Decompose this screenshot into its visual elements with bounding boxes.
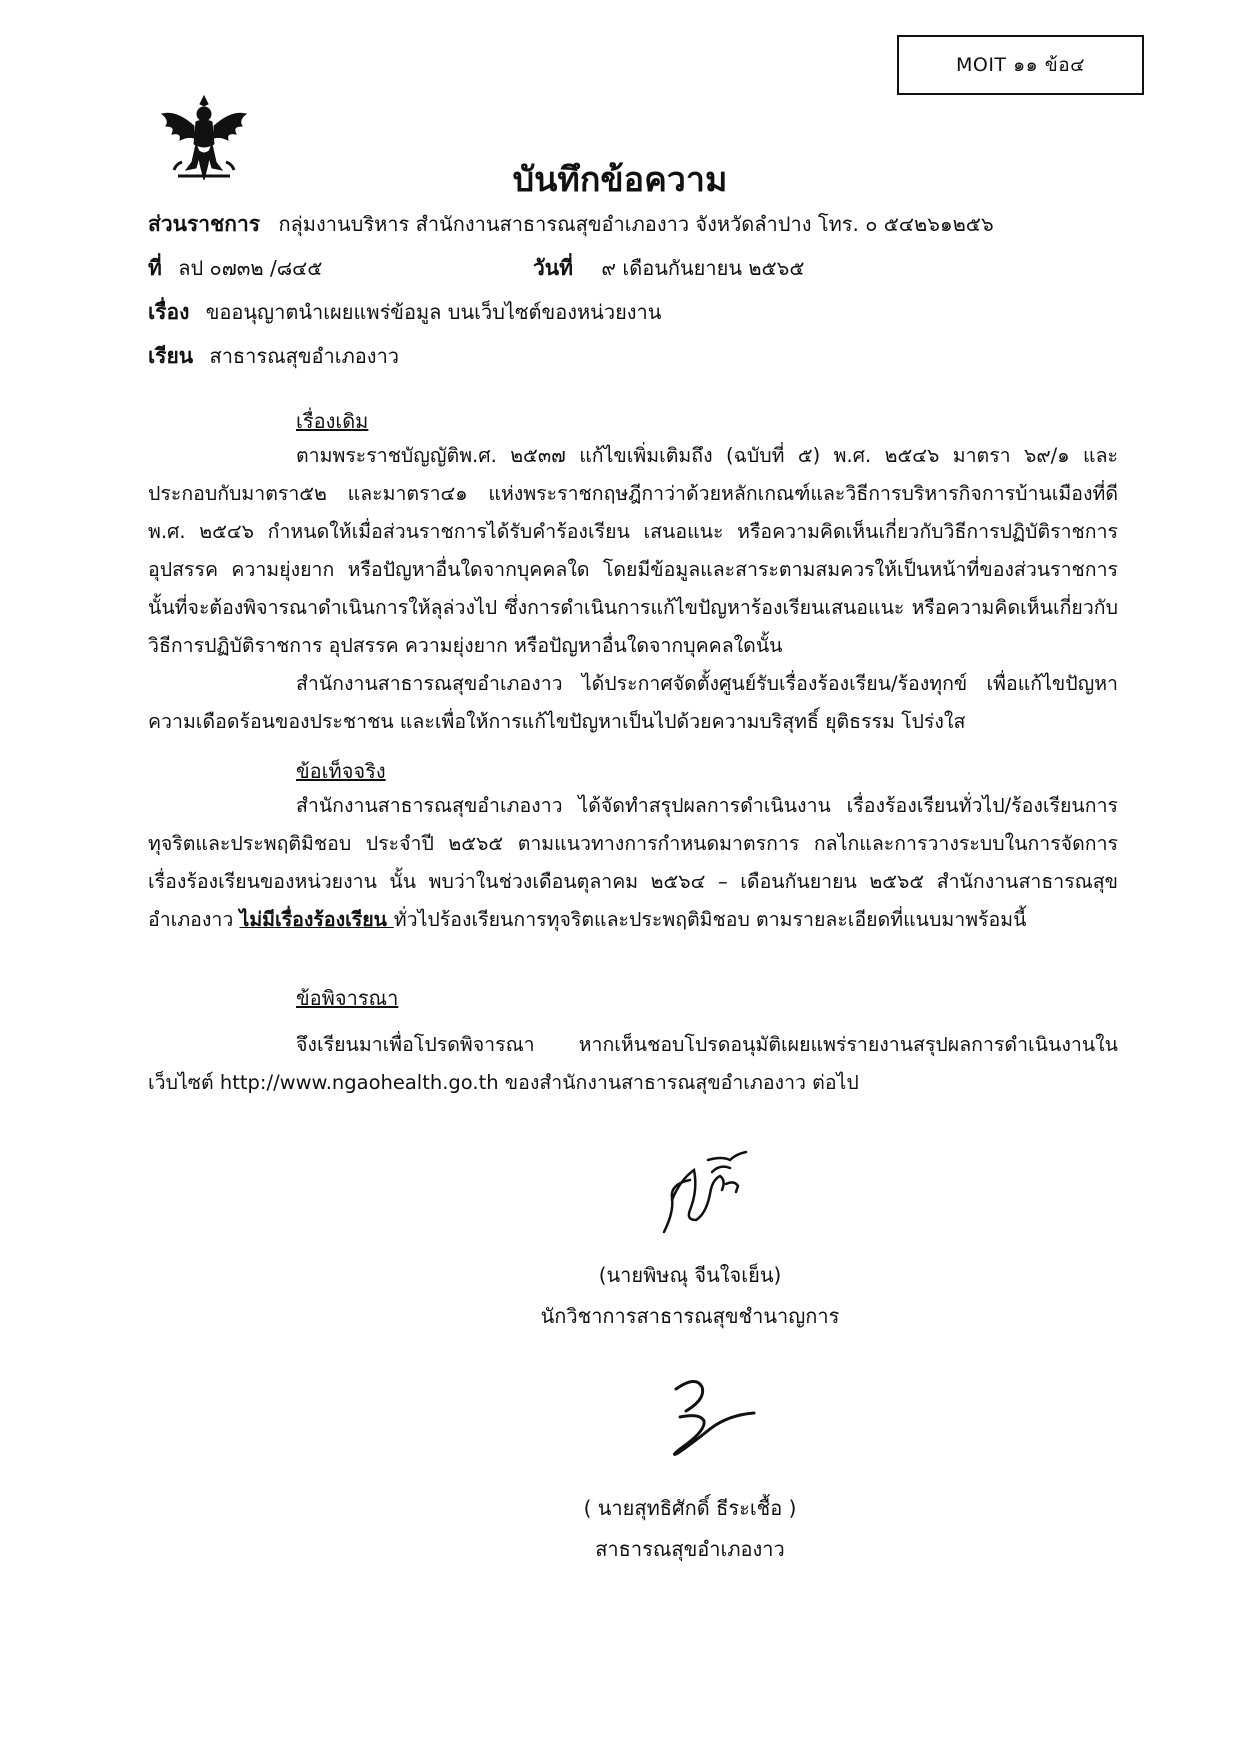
facts-text-start: สำนักงานสาธารณสุขอำเภองาว ได้จัดทำสรุปผลการดำเนินงาน เรื่องร้องเรียนทั่วไป/ร้องเรียนการทุจริตและประพฤติมิชอบ ประจำปี ๒๕๖๕ ตามแนวทางการกำหนดมาตรการ กลไกและการวางระบบในการจัดการเรื่องร้องเรียนของหน่วยงาน นั้น พบว่าในช่วงเดือนตุลาคม ๒๕๖๔ – เดือนกันยายน ๒๕๖๕ สำนักงานสาธารณสุขอำเภองาว [148, 794, 1118, 931]
signature-1-image [650, 1150, 760, 1240]
reference-number-label: ที่ [148, 256, 162, 280]
background-paragraph-1: ตามพระราชบัญญัติพ.ศ. ๒๕๓๗ แก้ไขเพิ่มเติมถึง (ฉบับที่ ๕) พ.ศ. ๒๕๔๖ มาตรา ๖๙/๑ และประกอบกับมาตรา๕๒ และมาตรา๔๑ แห่งพระราชกฤษฎีกาว่าด้วยหลักเกณฑ์และวิธีการบริหารกิจการบ้านเมืองที่ดี พ.ศ. ๒๕๔๖ กำหนดให้เมื่อส่วนราชการได้รับคำร้องเรียน เสนอแนะ หรือความคิดเห็นเกี่ยวกับวิธีการปฏิบัติราชการ อุปสรรค ความยุ่งยาก หรือปัญหาอื่นใดจากบุคคลใด โดยมีข้อมูลและสาระตามสมควรให้เป็นหน้าที่ของส่วนราชการนั้นที่จะต้องพิจารณาดำเนินการให้ลุล่วงไป ซึ่งการดำเนินการแก้ไขปัญหาร้องเรียนเสนอแนะ หรือความคิดเห็นเกี่ยวกับวิธีการปฏิบัติราชการ อุปสรรค ความยุ่งยาก หรือปัญหาอื่นใดจากบุคคลใดนั้น [148, 444, 1118, 657]
document-code-box [897, 35, 1144, 95]
subject-label: เรื่อง [148, 300, 190, 324]
facts-text-end: ทั่วไปร้องเรียนการทุจริตและประพฤติมิชอบ ตามรายละเอียดที่แนบมาพร้อมนี้ [393, 908, 1027, 931]
subject-row [148, 297, 661, 327]
facts-heading: ข้อเท็จจริง [296, 759, 386, 783]
addressee-label: เรียน [148, 344, 194, 368]
consideration-heading: ข้อพิจารณา [296, 986, 399, 1010]
background-heading: เรื่องเดิม [296, 409, 369, 433]
signer-2-name: ( นายสุทธิศักดิ์ ธีระเชื้อ ) [583, 1496, 797, 1520]
department-row [148, 209, 994, 239]
consideration-paragraph: จึงเรียนมาเพื่อโปรดพิจารณา หากเห็นชอบโปรดอนุมัติเผยแพร่รายงานสรุปผลการดำเนินงานในเว็บไซต์ http://www.ngaohealth.go.th ของสำนักงานสาธารณสุขอำเภองาว ต่อไป [148, 1033, 1118, 1094]
facts-paragraph [148, 787, 1118, 939]
addressee-row [148, 341, 399, 371]
document-title: บันทึกข้อความ [512, 160, 728, 200]
department-value: กลุ่มงานบริหาร สำนักงานสาธารณสุขอำเภองาว จังหวัดลำปาง โทร. ๐ ๕๔๒๖๑๒๕๖ [278, 212, 994, 236]
document-code: MOIT ๑๑ ข้อ๔ [955, 54, 1086, 76]
subject-value: ขออนุญาตนำเผยแพร่ข้อมูล บนเว็บไซต์ของหน่วยงาน [205, 300, 662, 324]
signer-2-position: สาธารณสุขอำเภองาว [595, 1537, 785, 1561]
no-complaints-emphasis: ไม่มีเรื่องร้องเรียน [239, 908, 394, 931]
addressee-value: สาธารณสุขอำเภองาว [209, 344, 400, 368]
reference-number-value: ลป ๐๗๓๒ /๘๔๕ [178, 256, 323, 280]
reference-row [148, 253, 322, 283]
date-label: วันที่ [533, 256, 573, 280]
date-row [533, 253, 805, 283]
department-label: ส่วนราชการ [148, 212, 261, 236]
signer-1-name: (นายพิษณุ จีนใจเย็น) [598, 1263, 782, 1287]
signature-2-image [650, 1365, 770, 1465]
signer-1-position: นักวิชาการสาธารณสุขชำนาญการ [540, 1304, 840, 1328]
date-value: ๙ เดือนกันยายน ๒๕๖๕ [601, 256, 805, 280]
background-paragraph-2: สำนักงานสาธารณสุขอำเภองาว ได้ประกาศจัดตั้งศูนย์รับเรื่องร้องเรียน/ร้องทุกข์ เพื่อแก้ไขปัญหาความเดือดร้อนของประชาชน และเพื่อให้การแก้ไขปัญหาเป็นไปด้วยความบริสุทธิ์ ยุติธรรม โปร่งใส [148, 672, 1118, 733]
